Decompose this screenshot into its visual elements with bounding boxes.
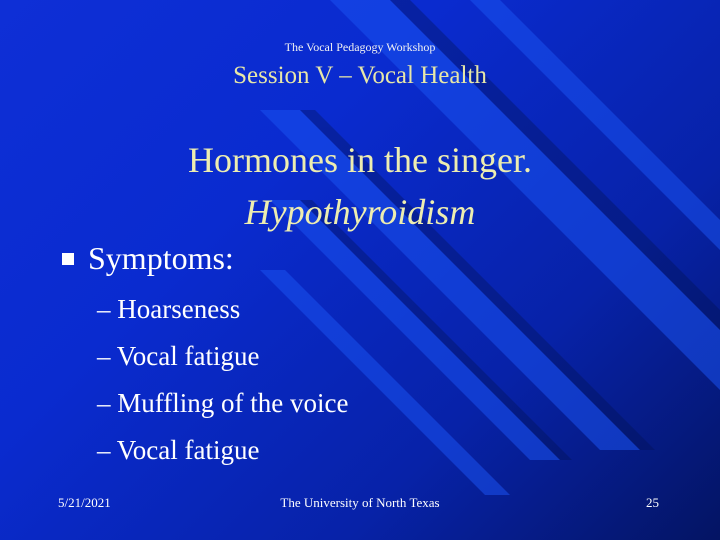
symptoms-bullet: [62, 240, 234, 277]
square-bullet-icon: [62, 253, 74, 265]
slide-title: [0, 134, 720, 238]
footer-date: 5/21/2021: [58, 495, 111, 510]
list-item: – Muffling of the voice: [97, 388, 349, 418]
list-item: – Vocal fatigue: [97, 435, 260, 465]
list-item: – Vocal fatigue: [97, 341, 260, 371]
workshop-header: The Vocal Pedagogy Workshop: [284, 40, 436, 54]
footer-organization: The University of North Texas: [280, 495, 440, 510]
list-item: – Hoarseness: [97, 294, 241, 324]
symptoms-list: [97, 288, 348, 476]
session-title: Session V – Vocal Health: [233, 62, 487, 89]
slide-title-line2: Hypothyroidism: [244, 192, 476, 232]
slide-title-line1: Hormones in the singer.: [188, 140, 532, 180]
symptoms-label: Symptoms:: [88, 240, 234, 276]
page-number: 25: [646, 495, 659, 510]
